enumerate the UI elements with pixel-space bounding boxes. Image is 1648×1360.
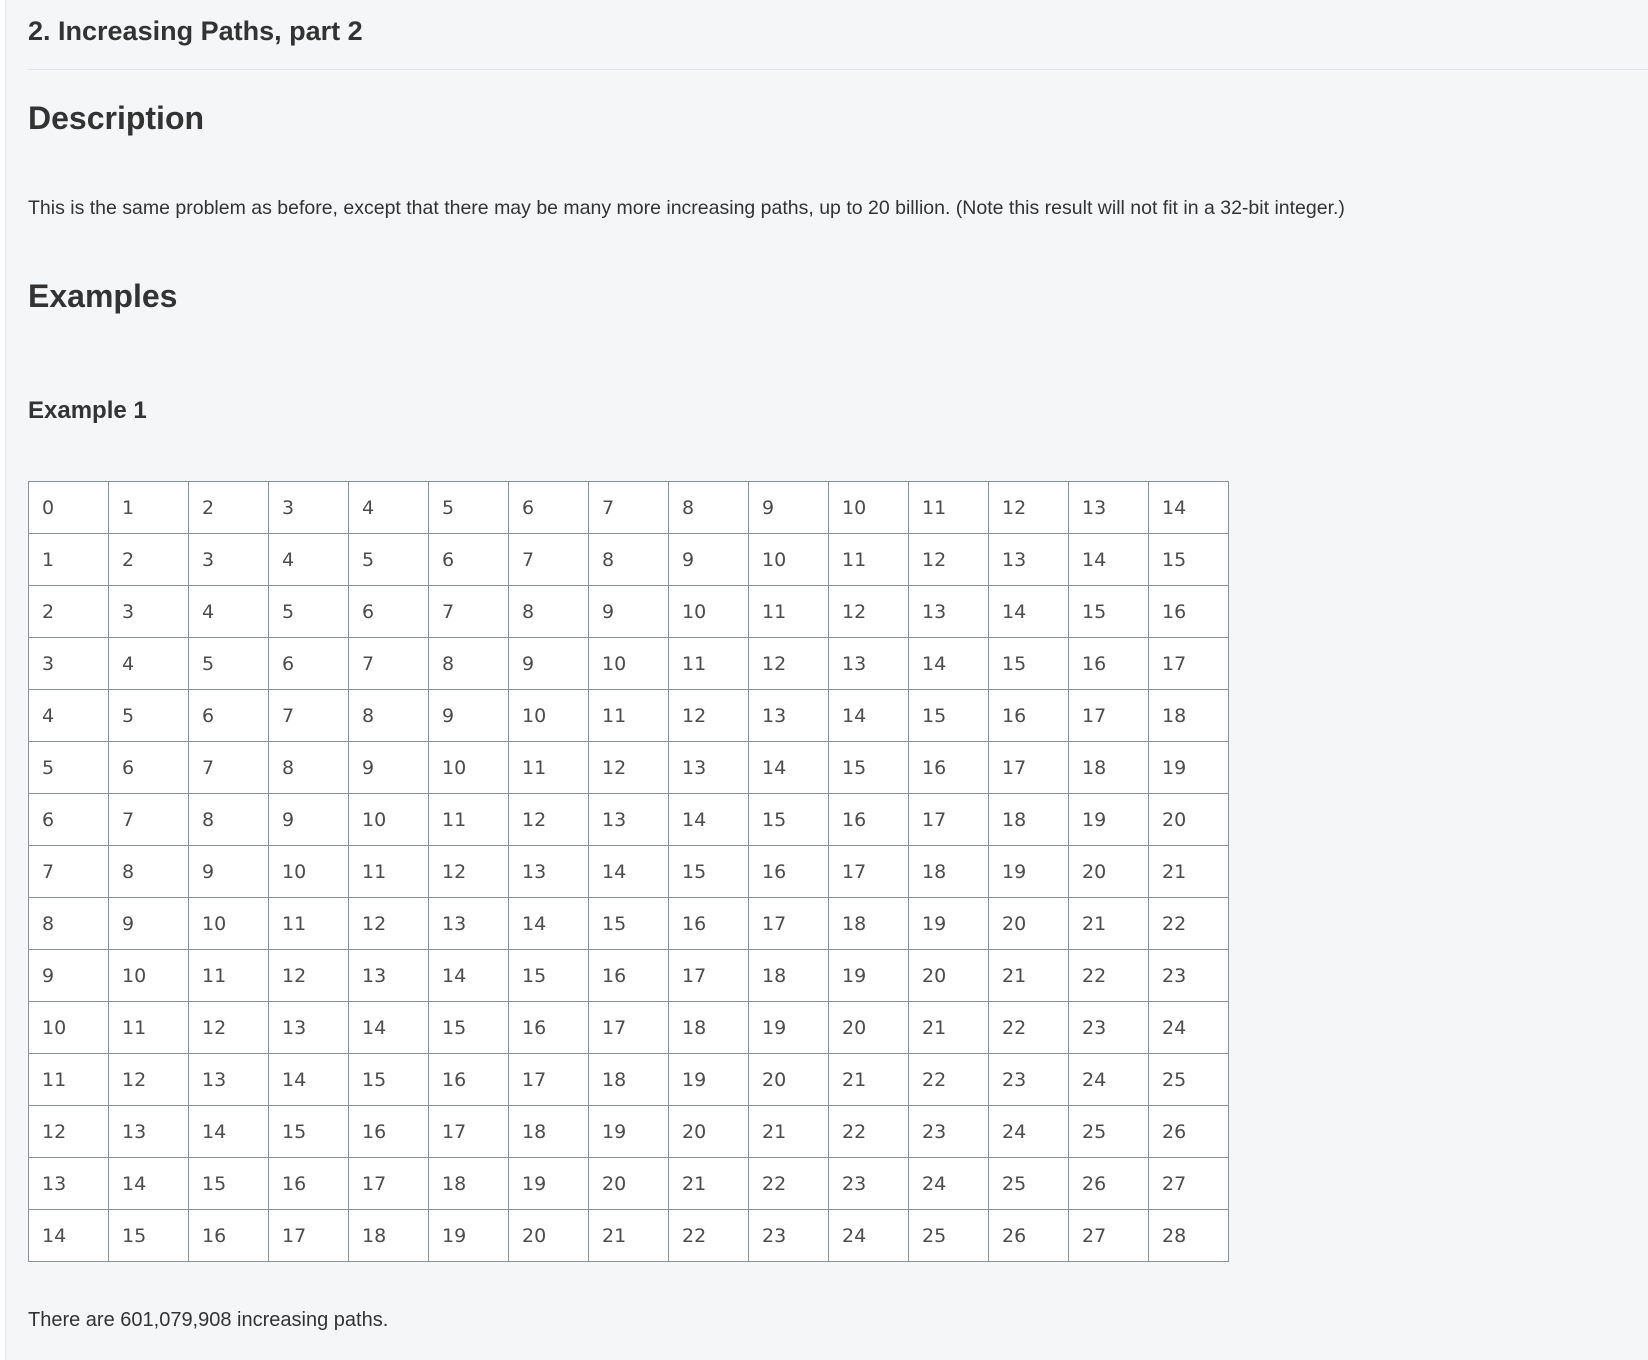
grid-cell: 0 <box>29 482 109 534</box>
grid-cell: 19 <box>509 1158 589 1210</box>
grid-cell: 13 <box>189 1054 269 1106</box>
grid-cell: 25 <box>989 1158 1069 1210</box>
grid-cell: 1 <box>109 482 189 534</box>
grid-cell: 12 <box>909 534 989 586</box>
grid-cell: 22 <box>909 1054 989 1106</box>
grid-cell: 12 <box>829 586 909 638</box>
grid-cell: 1 <box>29 534 109 586</box>
grid-cell: 24 <box>829 1210 909 1262</box>
grid-cell: 18 <box>989 794 1069 846</box>
grid-cell: 21 <box>589 1210 669 1262</box>
grid-cell: 12 <box>189 1002 269 1054</box>
grid-cell: 14 <box>909 638 989 690</box>
grid-cell: 14 <box>189 1106 269 1158</box>
grid-cell: 22 <box>669 1210 749 1262</box>
grid-cell: 19 <box>589 1106 669 1158</box>
grid-cell: 16 <box>989 690 1069 742</box>
grid-cell: 11 <box>749 586 829 638</box>
grid-cell: 5 <box>29 742 109 794</box>
grid-cell: 16 <box>349 1106 429 1158</box>
grid-cell: 9 <box>29 950 109 1002</box>
grid-row <box>29 1054 1229 1106</box>
grid-cell: 3 <box>29 638 109 690</box>
grid-cell: 24 <box>909 1158 989 1210</box>
grid-cell: 16 <box>909 742 989 794</box>
grid-cell: 7 <box>109 794 189 846</box>
grid-cell: 9 <box>269 794 349 846</box>
grid-cell: 26 <box>989 1210 1069 1262</box>
grid-cell: 7 <box>589 482 669 534</box>
grid-cell: 6 <box>109 742 189 794</box>
grid-cell: 16 <box>429 1054 509 1106</box>
grid-cell: 19 <box>669 1054 749 1106</box>
grid-cell: 18 <box>1149 690 1229 742</box>
grid-cell: 7 <box>189 742 269 794</box>
grid-cell: 12 <box>989 482 1069 534</box>
grid-cell: 23 <box>1069 1002 1149 1054</box>
grid-cell: 14 <box>269 1054 349 1106</box>
grid-cell: 4 <box>109 638 189 690</box>
grid-cell: 14 <box>1149 482 1229 534</box>
grid-cell: 8 <box>509 586 589 638</box>
grid-cell: 20 <box>1069 846 1149 898</box>
grid-cell: 13 <box>509 846 589 898</box>
grid-cell: 11 <box>829 534 909 586</box>
grid-cell: 7 <box>509 534 589 586</box>
grid-cell: 16 <box>1149 586 1229 638</box>
grid-cell: 16 <box>189 1210 269 1262</box>
grid-cell: 20 <box>989 898 1069 950</box>
grid-cell: 15 <box>1069 586 1149 638</box>
grid-cell: 21 <box>989 950 1069 1002</box>
grid-cell: 17 <box>989 742 1069 794</box>
grid-cell: 11 <box>349 846 429 898</box>
grid-cell: 14 <box>589 846 669 898</box>
grid-cell: 18 <box>909 846 989 898</box>
grid-cell: 3 <box>189 534 269 586</box>
grid-cell: 13 <box>269 1002 349 1054</box>
grid-cell: 9 <box>109 898 189 950</box>
grid-cell: 26 <box>1149 1106 1229 1158</box>
grid-cell: 21 <box>669 1158 749 1210</box>
grid-cell: 15 <box>589 898 669 950</box>
grid-cell: 12 <box>509 794 589 846</box>
grid-cell: 14 <box>29 1210 109 1262</box>
grid-cell: 8 <box>429 638 509 690</box>
grid-cell: 7 <box>269 690 349 742</box>
grid-row <box>29 1158 1229 1210</box>
grid-cell: 10 <box>829 482 909 534</box>
grid-cell: 6 <box>429 534 509 586</box>
grid-cell: 11 <box>189 950 269 1002</box>
grid-row <box>29 1106 1229 1158</box>
grid-cell: 12 <box>589 742 669 794</box>
grid-cell: 22 <box>1069 950 1149 1002</box>
grid-row <box>29 1002 1229 1054</box>
grid-cell: 15 <box>1149 534 1229 586</box>
grid-row <box>29 898 1229 950</box>
grid-cell: 14 <box>989 586 1069 638</box>
grid-cell: 18 <box>669 1002 749 1054</box>
grid-cell: 16 <box>669 898 749 950</box>
description-heading: Description <box>28 100 205 136</box>
grid-cell: 8 <box>269 742 349 794</box>
grid-cell: 17 <box>429 1106 509 1158</box>
grid-cell: 17 <box>1069 690 1149 742</box>
description-text: This is the same problem as before, except that there may be many more increasing paths, up to 20 billion. (Note this result will not fit in a 32-bit integer.) <box>28 197 1345 219</box>
grid-cell: 17 <box>669 950 749 1002</box>
grid-cell: 12 <box>109 1054 189 1106</box>
grid-cell: 12 <box>429 846 509 898</box>
grid-cell: 20 <box>1149 794 1229 846</box>
grid-cell: 21 <box>749 1106 829 1158</box>
grid-cell: 21 <box>909 1002 989 1054</box>
grid-cell: 6 <box>509 482 589 534</box>
grid-cell: 5 <box>429 482 509 534</box>
grid-cell: 12 <box>29 1106 109 1158</box>
grid-row <box>29 1210 1229 1262</box>
grid-cell: 20 <box>669 1106 749 1158</box>
grid-cell: 17 <box>349 1158 429 1210</box>
grid-row <box>29 950 1229 1002</box>
grid-cell: 10 <box>749 534 829 586</box>
grid-cell: 19 <box>909 898 989 950</box>
grid-cell: 23 <box>829 1158 909 1210</box>
grid-cell: 10 <box>109 950 189 1002</box>
grid-cell: 15 <box>429 1002 509 1054</box>
grid-cell: 8 <box>669 482 749 534</box>
grid-cell: 19 <box>749 1002 829 1054</box>
grid-cell: 9 <box>509 638 589 690</box>
grid-cell: 17 <box>589 1002 669 1054</box>
grid-cell: 12 <box>669 690 749 742</box>
grid-cell: 17 <box>829 846 909 898</box>
grid-cell: 26 <box>1069 1158 1149 1210</box>
grid-cell: 25 <box>1069 1106 1149 1158</box>
grid-cell: 5 <box>189 638 269 690</box>
grid-cell: 25 <box>909 1210 989 1262</box>
examples-heading: Examples <box>28 278 178 314</box>
grid-cell: 18 <box>509 1106 589 1158</box>
grid-cell: 10 <box>269 846 349 898</box>
grid-cell: 19 <box>1069 794 1149 846</box>
grid-row <box>29 586 1229 638</box>
grid-cell: 10 <box>29 1002 109 1054</box>
grid-cell: 11 <box>589 690 669 742</box>
grid-cell: 6 <box>269 638 349 690</box>
grid-cell: 15 <box>189 1158 269 1210</box>
problem-panel <box>5 0 1648 1360</box>
grid-cell: 5 <box>109 690 189 742</box>
grid-cell: 18 <box>749 950 829 1002</box>
grid-cell: 19 <box>1149 742 1229 794</box>
grid-cell: 23 <box>749 1210 829 1262</box>
grid-cell: 15 <box>829 742 909 794</box>
grid-cell: 7 <box>29 846 109 898</box>
grid-cell: 11 <box>509 742 589 794</box>
grid-cell: 3 <box>269 482 349 534</box>
grid-cell: 24 <box>1149 1002 1229 1054</box>
grid-cell: 24 <box>989 1106 1069 1158</box>
grid-cell: 9 <box>669 534 749 586</box>
grid-cell: 13 <box>29 1158 109 1210</box>
grid-cell: 14 <box>1069 534 1149 586</box>
grid-cell: 9 <box>349 742 429 794</box>
grid-cell: 2 <box>29 586 109 638</box>
grid-row <box>29 690 1229 742</box>
grid-cell: 9 <box>429 690 509 742</box>
grid-cell: 13 <box>429 898 509 950</box>
grid-cell: 14 <box>429 950 509 1002</box>
grid-cell: 13 <box>749 690 829 742</box>
grid-cell: 10 <box>349 794 429 846</box>
grid-cell: 16 <box>829 794 909 846</box>
grid-cell: 24 <box>1069 1054 1149 1106</box>
grid-row <box>29 846 1229 898</box>
grid-cell: 22 <box>989 1002 1069 1054</box>
grid-cell: 20 <box>589 1158 669 1210</box>
grid-cell: 2 <box>109 534 189 586</box>
grid-cell: 18 <box>1069 742 1149 794</box>
grid-cell: 13 <box>669 742 749 794</box>
grid-cell: 17 <box>509 1054 589 1106</box>
grid-cell: 19 <box>989 846 1069 898</box>
grid-cell: 18 <box>589 1054 669 1106</box>
grid-cell: 15 <box>909 690 989 742</box>
grid-cell: 16 <box>269 1158 349 1210</box>
grid-cell: 14 <box>829 690 909 742</box>
grid-cell: 23 <box>1149 950 1229 1002</box>
grid-cell: 8 <box>189 794 269 846</box>
grid-cell: 13 <box>829 638 909 690</box>
grid-cell: 10 <box>189 898 269 950</box>
grid-cell: 11 <box>669 638 749 690</box>
grid-cell: 15 <box>109 1210 189 1262</box>
grid-cell: 14 <box>749 742 829 794</box>
grid-cell: 16 <box>509 1002 589 1054</box>
grid-cell: 18 <box>349 1210 429 1262</box>
grid-cell: 20 <box>749 1054 829 1106</box>
grid-cell: 21 <box>1149 846 1229 898</box>
grid-cell: 17 <box>749 898 829 950</box>
grid-cell: 14 <box>509 898 589 950</box>
grid-cell: 13 <box>1069 482 1149 534</box>
grid-cell: 4 <box>189 586 269 638</box>
grid-cell: 16 <box>589 950 669 1002</box>
grid-cell: 8 <box>589 534 669 586</box>
grid-cell: 13 <box>989 534 1069 586</box>
grid-cell: 23 <box>909 1106 989 1158</box>
grid-cell: 12 <box>749 638 829 690</box>
grid-cell: 20 <box>909 950 989 1002</box>
grid-cell: 20 <box>829 1002 909 1054</box>
grid-row <box>29 534 1229 586</box>
grid-row <box>29 482 1229 534</box>
grid-cell: 9 <box>189 846 269 898</box>
grid-cell: 12 <box>269 950 349 1002</box>
grid-row <box>29 638 1229 690</box>
grid-cell: 19 <box>429 1210 509 1262</box>
grid-cell: 5 <box>269 586 349 638</box>
grid-cell: 19 <box>829 950 909 1002</box>
grid-cell: 15 <box>989 638 1069 690</box>
grid-cell: 8 <box>349 690 429 742</box>
grid-cell: 11 <box>429 794 509 846</box>
grid-cell: 6 <box>349 586 429 638</box>
title-divider <box>28 69 1648 70</box>
grid-cell: 28 <box>1149 1210 1229 1262</box>
grid-cell: 20 <box>509 1210 589 1262</box>
grid-cell: 17 <box>269 1210 349 1262</box>
grid-cell: 15 <box>749 794 829 846</box>
grid-cell: 8 <box>109 846 189 898</box>
grid-cell: 15 <box>669 846 749 898</box>
grid-cell: 6 <box>189 690 269 742</box>
grid-cell: 6 <box>29 794 109 846</box>
grid-cell: 4 <box>269 534 349 586</box>
grid-cell: 25 <box>1149 1054 1229 1106</box>
grid-cell: 22 <box>749 1158 829 1210</box>
grid-cell: 13 <box>349 950 429 1002</box>
grid-cell: 15 <box>269 1106 349 1158</box>
grid-cell: 11 <box>29 1054 109 1106</box>
grid-cell: 4 <box>349 482 429 534</box>
grid-cell: 23 <box>989 1054 1069 1106</box>
grid-cell: 17 <box>1149 638 1229 690</box>
grid-cell: 3 <box>109 586 189 638</box>
grid-cell: 9 <box>589 586 669 638</box>
grid-cell: 13 <box>589 794 669 846</box>
grid-cell: 14 <box>109 1158 189 1210</box>
grid-cell: 7 <box>349 638 429 690</box>
grid-cell: 18 <box>429 1158 509 1210</box>
grid-row <box>29 794 1229 846</box>
grid-cell: 22 <box>1149 898 1229 950</box>
grid-cell: 5 <box>349 534 429 586</box>
grid-cell: 8 <box>29 898 109 950</box>
grid-row <box>29 742 1229 794</box>
grid-cell: 27 <box>1149 1158 1229 1210</box>
grid-cell: 10 <box>589 638 669 690</box>
grid-cell: 9 <box>749 482 829 534</box>
grid-cell: 7 <box>429 586 509 638</box>
grid-cell: 15 <box>349 1054 429 1106</box>
grid-cell: 10 <box>509 690 589 742</box>
grid-cell: 11 <box>269 898 349 950</box>
grid-cell: 10 <box>429 742 509 794</box>
grid-cell: 13 <box>109 1106 189 1158</box>
grid-cell: 10 <box>669 586 749 638</box>
problem-title: 2. Increasing Paths, part 2 <box>28 16 363 46</box>
grid-cell: 21 <box>1069 898 1149 950</box>
grid-cell: 12 <box>349 898 429 950</box>
example-1-heading: Example 1 <box>28 397 147 424</box>
grid-cell: 22 <box>829 1106 909 1158</box>
grid-cell: 14 <box>349 1002 429 1054</box>
grid-cell: 11 <box>909 482 989 534</box>
grid-cell: 18 <box>829 898 909 950</box>
example-1-grid <box>28 481 1229 1262</box>
grid-cell: 11 <box>109 1002 189 1054</box>
grid-cell: 15 <box>509 950 589 1002</box>
grid-cell: 21 <box>829 1054 909 1106</box>
grid-cell: 17 <box>909 794 989 846</box>
example-1-result: There are 601,079,908 increasing paths. <box>28 1309 389 1331</box>
grid-cell: 16 <box>1069 638 1149 690</box>
grid-cell: 14 <box>669 794 749 846</box>
grid-cell: 2 <box>189 482 269 534</box>
grid-cell: 4 <box>29 690 109 742</box>
grid-cell: 27 <box>1069 1210 1149 1262</box>
grid-cell: 16 <box>749 846 829 898</box>
grid-cell: 13 <box>909 586 989 638</box>
